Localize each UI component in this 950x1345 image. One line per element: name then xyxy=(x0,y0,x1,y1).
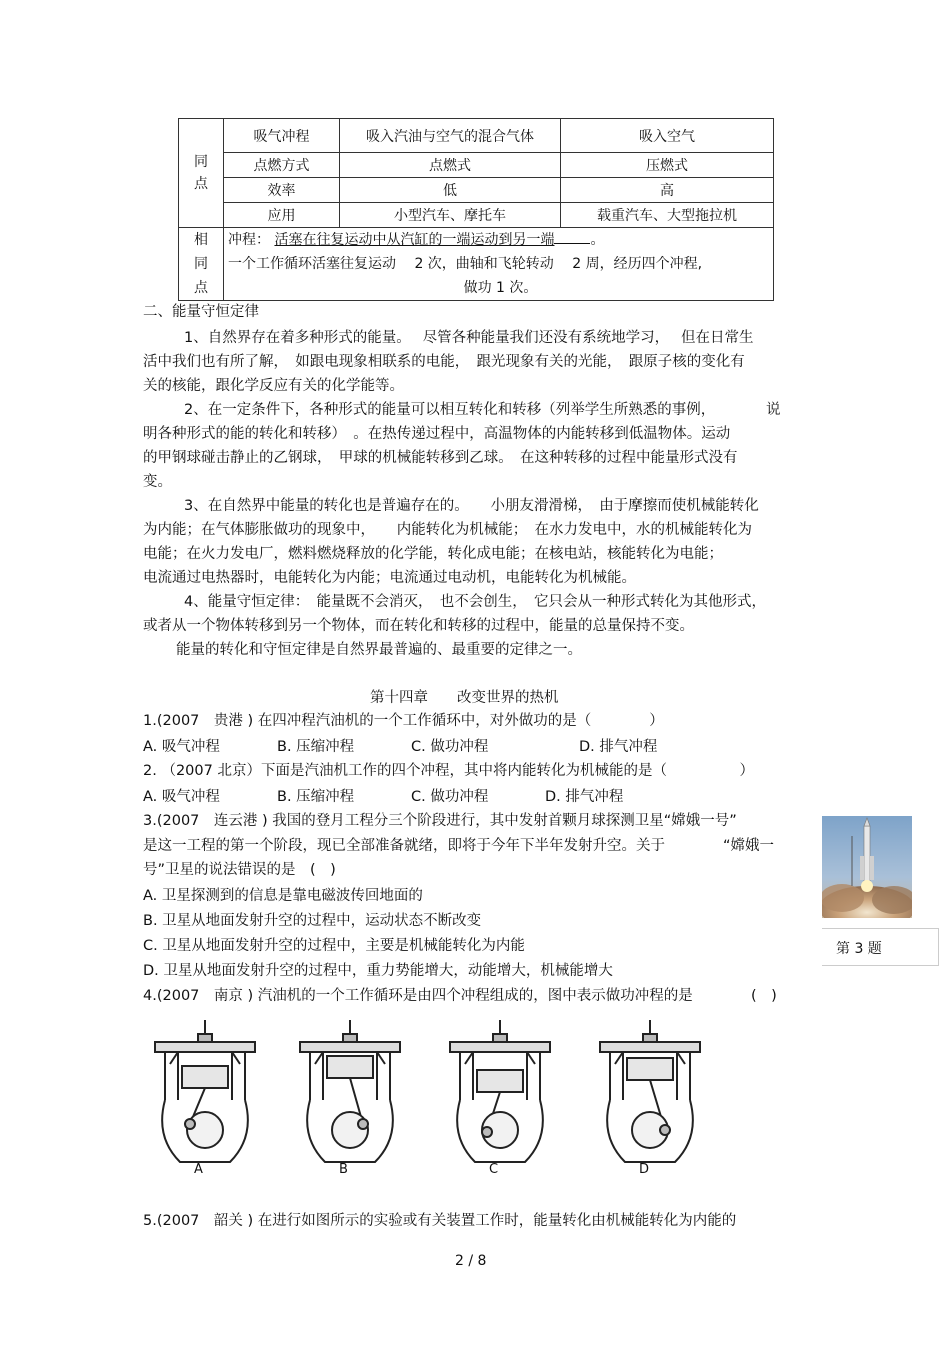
table-cell-gasoline: 低 xyxy=(340,178,561,203)
table-cell-diesel: 吸入空气 xyxy=(561,119,774,153)
q1-option-d[interactable]: D. 排气冲程 xyxy=(579,739,658,755)
paragraph-2-line-4: 变。 xyxy=(143,474,172,490)
same-line-3: 做功 1 次。 xyxy=(463,280,538,296)
same-line-2: 一个工作循环活塞往复运动 2 次，曲轴和飞轮转动 2 周，经历四个冲程, xyxy=(228,256,703,272)
paragraph-1-line-1: 1、自然界存在着多种形式的能量。 尽管各种能量我们还没有系统地学习， 但在日常生 xyxy=(184,330,754,346)
engine-label: C xyxy=(489,1162,499,1177)
q3-option-a[interactable]: A. 卫星探测到的信息是靠电磁波传回地面的 xyxy=(143,888,423,904)
engine-diagram-c xyxy=(445,1012,575,1184)
engine-label: B xyxy=(339,1162,348,1177)
page-number: 2 / 8 xyxy=(455,1253,487,1269)
paragraph-3-line-3: 电能；在火力发电厂，燃料燃烧释放的化学能，转化成电能；在核电站，核能转化为电能； xyxy=(143,546,723,562)
table-cell-diesel: 载重汽车、大型拖拉机 xyxy=(561,203,774,228)
paragraph-3-line-4: 电流通过电热器时，电能转化为内能；电流通过电动机，电能转化为机械能。 xyxy=(143,570,636,586)
question-1-options xyxy=(143,735,793,757)
paragraph-3-line-1: 3、在自然界中能量的转化也是普遍存在的。 小朋友滑滑梯， 由于摩擦而使机械能转化 xyxy=(184,498,759,514)
q1-option-a[interactable]: A. 吸气冲程 xyxy=(143,739,220,755)
figure-caption: 第 3 题 xyxy=(836,941,882,957)
paragraph-1-line-3: 关的核能，跟化学反应有关的化学能等。 xyxy=(143,378,404,394)
rocket-launch-image xyxy=(822,816,912,918)
table-cell-diesel: 高 xyxy=(561,178,774,203)
figure-caption-box xyxy=(822,928,939,966)
paragraph-3-line-2: 为内能；在气体膨胀做功的现象中， 内能转化为机械能； 在水力发电中，水的机械能转化为 xyxy=(143,522,752,538)
question-4-stem: 4.(2007 南京 ) 汽油机的一个工作循环是由四个冲程组成的，图中表示做功冲程的是 xyxy=(143,988,693,1004)
q2-option-b[interactable]: B. 压缩冲程 xyxy=(277,789,355,805)
paragraph-2-line-2: 明各种形式的能的转化和转移） 。在热传递过程中，高温物体的内能转移到低温物体。运动 xyxy=(143,426,731,442)
table-cell-gasoline: 点燃式 xyxy=(340,153,561,178)
table-cell-gasoline: 吸入汽油与空气的混合气体 xyxy=(340,119,561,153)
same-content-cell xyxy=(224,228,774,301)
table-row-label: 应用 xyxy=(224,203,340,228)
table-row-label: 吸气冲程 xyxy=(224,119,340,153)
q2-option-c[interactable]: C. 做功冲程 xyxy=(411,789,489,805)
paragraph-1-line-2: 活中我们也有所了解， 如跟电现象相联系的电能， 跟光现象有关的光能， 跟原子核的变化有 xyxy=(143,354,745,370)
paragraph-5: 能量的转化和守恒定律是自然界最普遍的、最重要的定律之一。 xyxy=(176,642,582,658)
comparison-table xyxy=(178,118,774,301)
section-heading: 二、能量守恒定律 xyxy=(143,304,259,320)
question-1-stem: 1.(2007 贵港 ) 在四冲程汽油机的一个工作循环中，对外做功的是（ ） xyxy=(143,713,664,729)
q2-option-d[interactable]: D. 排气冲程 xyxy=(545,789,624,805)
q3-option-c[interactable]: C. 卫星从地面发射升空的过程中，主要是机械能转化为内能 xyxy=(143,938,525,954)
table-cell-diesel: 压燃式 xyxy=(561,153,774,178)
question-3-stem-line-2: 是这一工程的第一个阶段，现已全部准备就绪，即将于今年下半年发射升空。关于 “嫦娥一 xyxy=(143,838,775,854)
question-5-stem: 5.(2007 韶关 ) 在进行如图所示的实验或有关装置工作时，能量转化由机械能转化为内能的 xyxy=(143,1213,737,1229)
paragraph-4-line-2: 或者从一个物体转移到另一个物体，而在转化和转移的过程中，能量的总量保持不变。 xyxy=(143,618,694,634)
table-row-label: 效率 xyxy=(224,178,340,203)
engine-label: D xyxy=(639,1162,650,1177)
same-label-cell: 相同点 xyxy=(179,228,224,301)
question-4-blank: ( ) xyxy=(751,988,777,1004)
paragraph-2-line-3: 的甲钢球碰击静止的乙钢球， 甲球的机械能转移到乙球。 在这种转移的过程中能量形式没有 xyxy=(143,450,738,466)
question-2-options xyxy=(143,785,793,807)
q3-option-b[interactable]: B. 卫星从地面发射升空的过程中，运动状态不断改变 xyxy=(143,913,482,929)
engine-diagram-b xyxy=(295,1012,425,1184)
paragraph-2-line-1: 2、在一定条件下，各种形式的能量可以相互转化和转移（列举学生所熟悉的事例， 说 xyxy=(184,402,781,418)
question-3-stem-line-3: 号”卫星的说法错误的是 ( ) xyxy=(143,862,336,878)
engine-diagram-a xyxy=(150,1012,280,1184)
chapter-title: 第十四章 改变世界的热机 xyxy=(370,690,559,706)
q1-option-c[interactable]: C. 做功冲程 xyxy=(411,739,489,755)
q1-option-b[interactable]: B. 压缩冲程 xyxy=(277,739,355,755)
table-row-label: 点燃方式 xyxy=(224,153,340,178)
question-3-stem-line-1: 3.(2007 连云港 ) 我国的登月工程分三个阶段进行，其中发射首颗月球探测卫星“嫦娥一号” xyxy=(143,813,737,829)
diff-label-cell: 同点 xyxy=(179,119,224,228)
q3-option-d[interactable]: D. 卫星从地面发射升空的过程中，重力势能增大，动能增大，机械能增大 xyxy=(143,963,613,979)
underlined-definition: 活塞在往复运动中从汽缸的一端运动到另一端 xyxy=(274,232,555,248)
q2-option-a[interactable]: A. 吸气冲程 xyxy=(143,789,220,805)
engine-label: A xyxy=(194,1162,203,1177)
engine-diagram-d xyxy=(595,1012,725,1184)
question-2-stem: 2. （2007 北京）下面是汽油机工作的四个冲程，其中将内能转化为机械能的是（ ） xyxy=(143,763,754,779)
paragraph-4-line-1: 4、能量守恒定律： 能量既不会消灭， 也不会创生， 它只会从一种形式转化为其他形式， xyxy=(184,594,766,610)
same-line-1: 冲程： 活塞在往复运动中从汽缸的一端运动到另一端 。 xyxy=(228,228,773,252)
table-cell-gasoline: 小型汽车、摩托车 xyxy=(340,203,561,228)
